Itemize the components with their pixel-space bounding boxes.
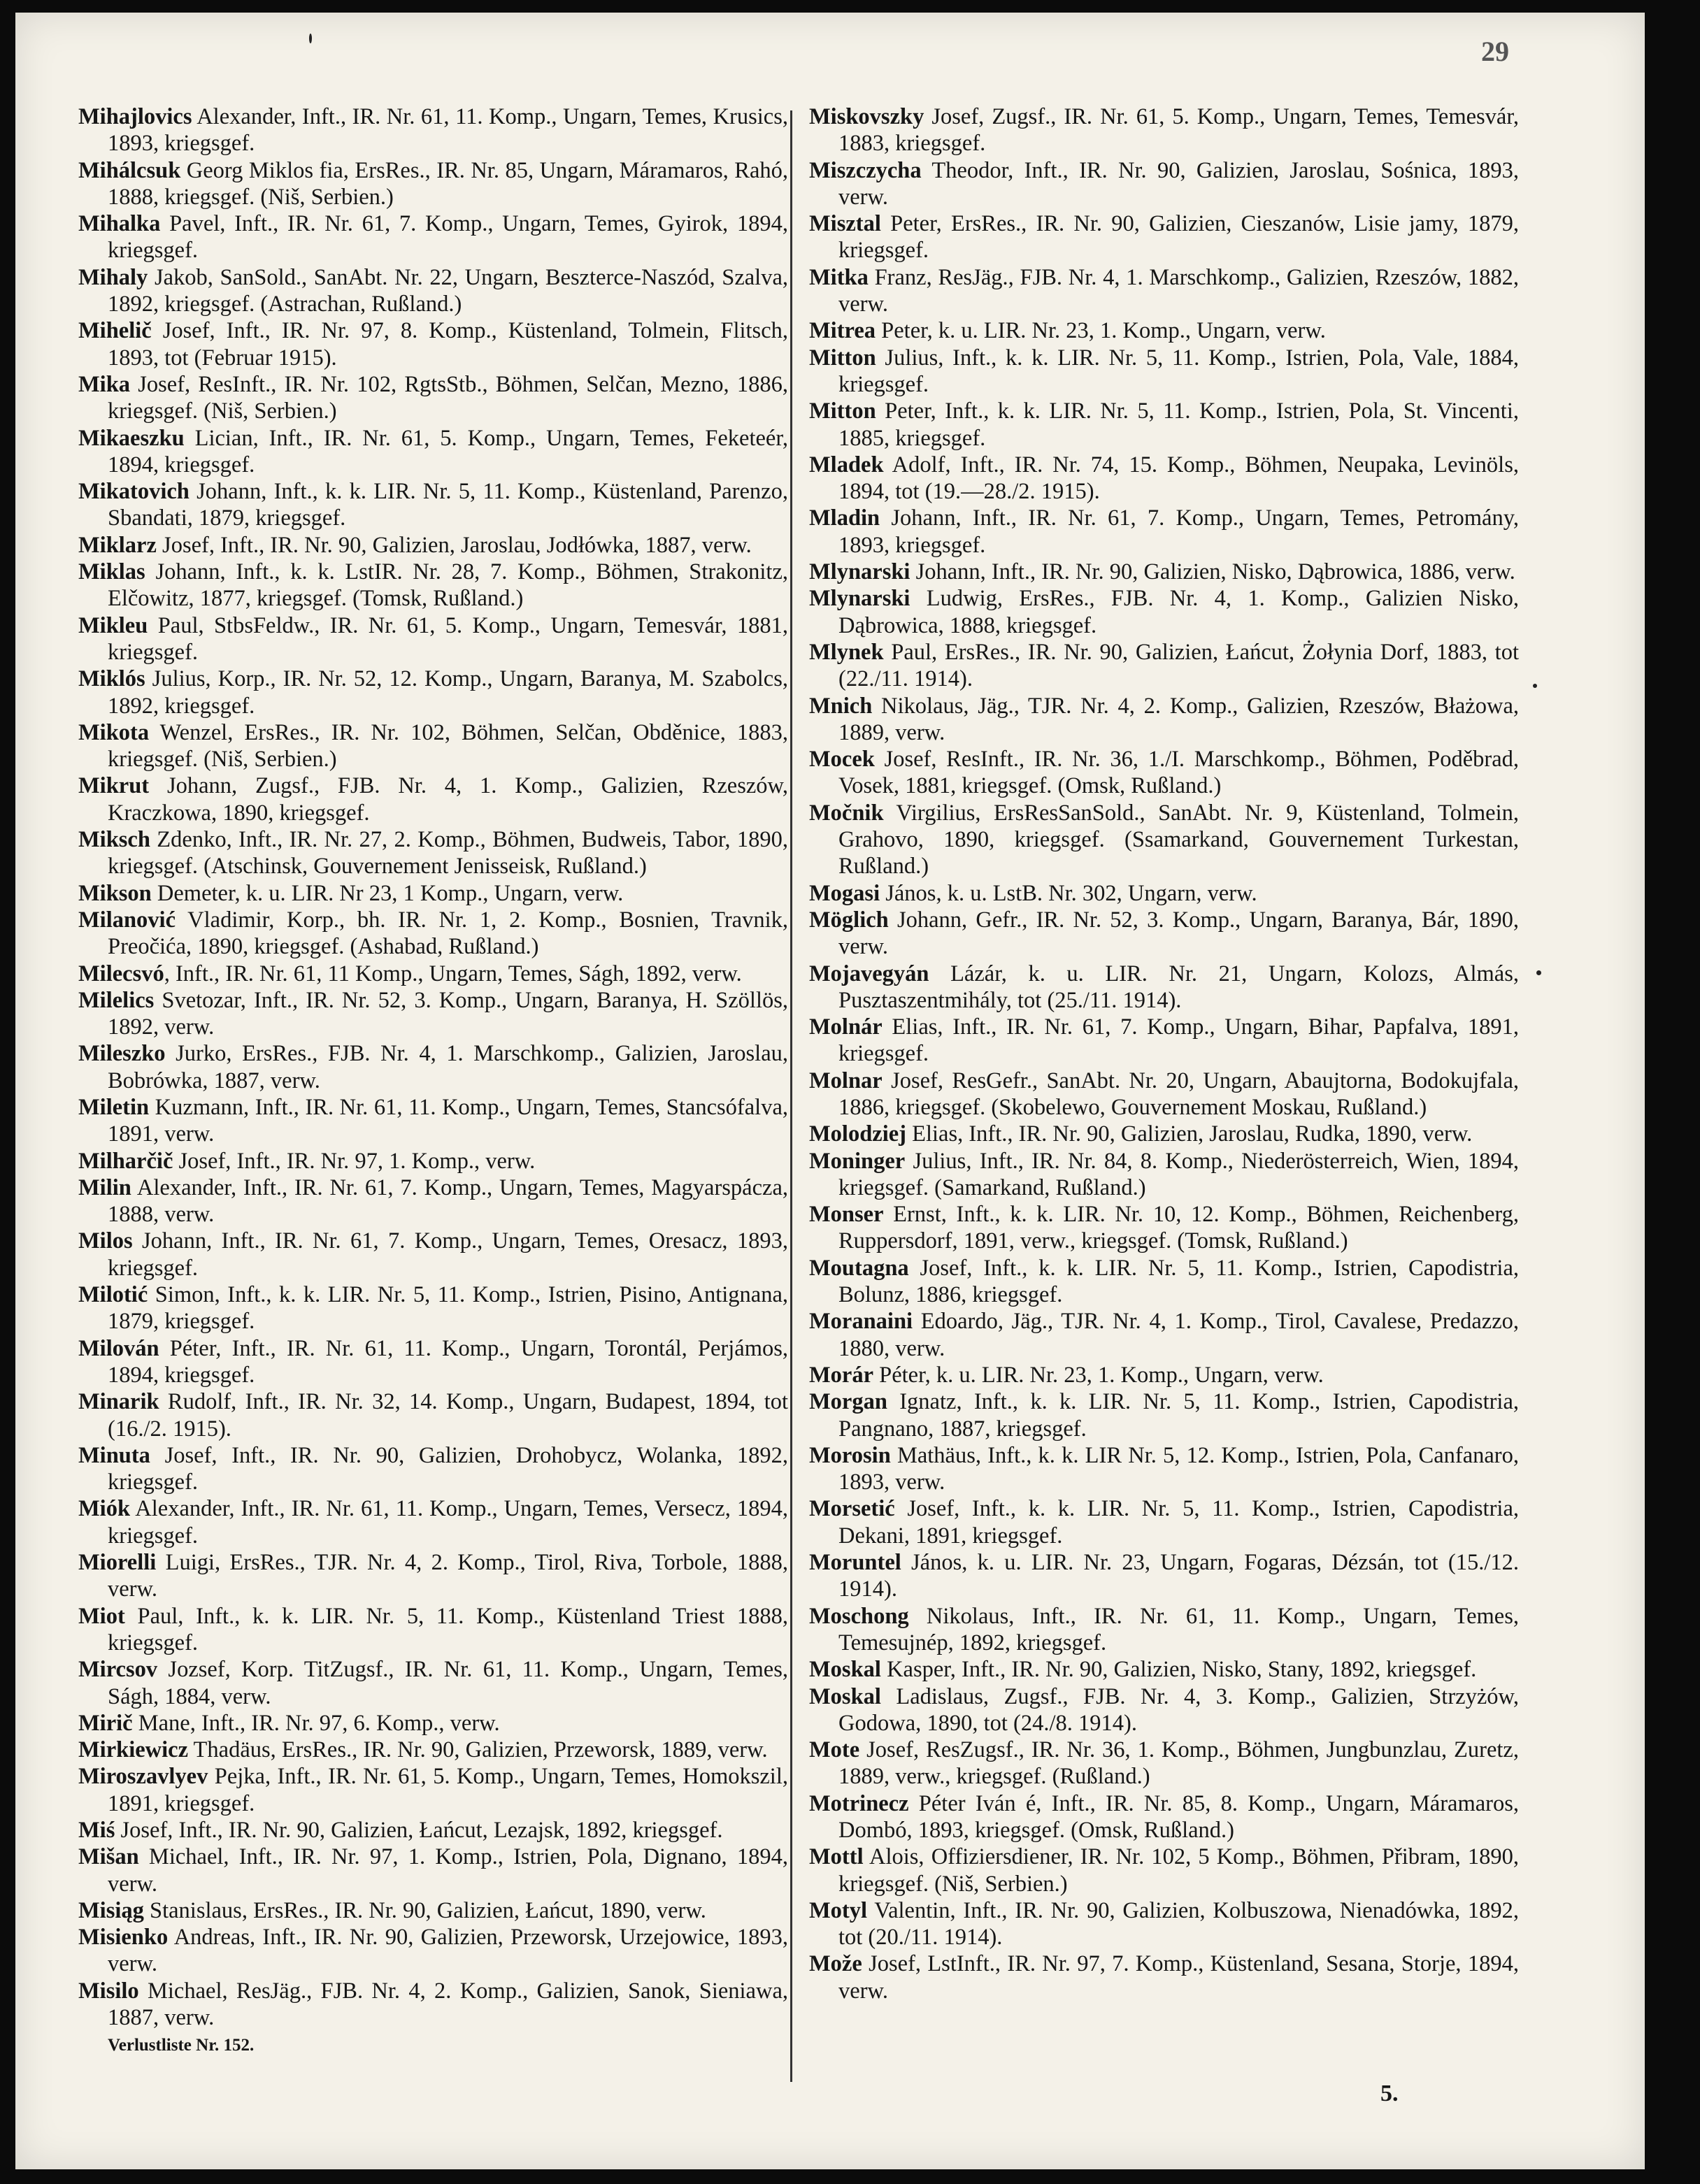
- list-entry: [78, 907, 788, 961]
- list-entry: [809, 1121, 1519, 1147]
- entry-details: Josef, ResGefr., SanAbt. Nr. 20, Ungarn, Abaujtorna, Bodokujfala, 1886, kriegsgef. (Skobelewo, Gouvernement Moskau, Rußland.): [838, 1068, 1519, 1120]
- entry-surname: Mihálcsuk: [78, 157, 181, 183]
- entry-details: Johann, Inft., k. k. LIR. Nr. 5, 11. Komp., Küstenland, Parenzo, Sbandati, 1879, kriegsgef.: [108, 479, 788, 531]
- entry-surname: Mihelič: [78, 318, 152, 344]
- entry-details: Franz, ResJäg., FJB. Nr. 4, 1. Marschkomp., Galizien, Rzeszów, 1882, verw.: [838, 264, 1519, 317]
- entry-details: Stanislaus, ErsRes., IR. Nr. 90, Galizien, Łańcut, 1890, verw.: [143, 1897, 706, 1923]
- entry-details: Lician, Inft., IR. Nr. 61, 5. Komp., Ungarn, Temes, Feketeér, 1894, kriegsgef.: [108, 425, 788, 477]
- entry-details: Kuzmann, Inft., IR. Nr. 61, 11. Komp., Ungarn, Temes, Stancsófalva, 1891, verw.: [108, 1094, 788, 1147]
- entry-surname: Misienko: [78, 1925, 169, 1950]
- list-entry: [809, 693, 1519, 747]
- entry-surname: Moschong: [809, 1603, 909, 1629]
- entry-surname: Milelics: [78, 987, 155, 1013]
- entry-details: Peter, Inft., k. k. LIR. Nr. 5, 11. Komp., Istrien, Pola, St. Vincenti, 1885, kriegsgef.: [838, 398, 1519, 451]
- entry-surname: Miklas: [78, 559, 145, 585]
- entry-surname: Mihajlovics: [78, 104, 192, 129]
- entry-surname: Miklós: [78, 666, 145, 692]
- entry-surname: Mote: [809, 1737, 860, 1763]
- entry-surname: Molodziej: [809, 1121, 906, 1147]
- entry-details: Nikolaus, Jäg., TJR. Nr. 4, 2. Komp., Galizien, Rzeszów, Błażowa, 1889, verw.: [838, 693, 1519, 745]
- list-entry: [78, 478, 788, 532]
- entry-details: Lázár, k. u. LIR. Nr. 21, Ungarn, Kolozs, Almás, Pusztaszentmihály, tot (25./11. 1914).: [838, 961, 1519, 1013]
- list-entry: [78, 1495, 788, 1549]
- entry-details: Péter, k. u. LIR. Nr. 23, 1. Komp., Ungarn, verw.: [873, 1362, 1324, 1388]
- list-entry: [809, 264, 1519, 318]
- list-entry: [78, 1094, 788, 1148]
- list-entry: [78, 210, 788, 264]
- entry-surname: Miksch: [78, 827, 150, 853]
- entry-details: Luigi, ErsRes., TJR. Nr. 4, 2. Komp., Tirol, Riva, Torbole, 1888, verw.: [108, 1550, 788, 1602]
- entry-details: Josef, Inft., IR. Nr. 97, 8. Komp., Küstenland, Tolmein, Flitsch, 1893, tot (Februar 1915).: [108, 318, 788, 371]
- entry-surname: Morár: [809, 1362, 874, 1388]
- list-entry: [809, 800, 1519, 880]
- entry-surname: Miot: [78, 1603, 125, 1629]
- entry-details: Svetozar, Inft., IR. Nr. 52, 3. Komp., Ungarn, Baranya, H. Szöllös, 1892, verw.: [108, 987, 788, 1040]
- entry-surname: Morgan: [809, 1389, 887, 1415]
- list-entry: [809, 1549, 1519, 1603]
- list-entry: [809, 1897, 1519, 1951]
- entry-surname: Morsetić: [809, 1496, 895, 1522]
- entry-details: Paul, StbsFeldw., IR. Nr. 61, 5. Komp., Ungarn, Temesvár, 1881, kriegsgef.: [108, 612, 788, 665]
- entry-details: Jurko, ErsRes., FJB. Nr. 4, 1. Marschkomp., Galizien, Jaroslau, Bobrówka, 1887, verw.: [108, 1041, 788, 1093]
- entry-surname: Miroszavlyev: [78, 1764, 208, 1790]
- entry-surname: Mlynek: [809, 639, 884, 665]
- entry-surname: Mladek: [809, 452, 884, 477]
- list-entry: [809, 559, 1519, 585]
- list-entry: [809, 1656, 1519, 1683]
- entry-surname: Möglich: [809, 907, 889, 933]
- ink-speck: [1536, 970, 1541, 975]
- entry-surname: Mikson: [78, 880, 152, 906]
- entry-details: Jozsef, Korp. TitZugsf., IR. Nr. 61, 11. Komp., Ungarn, Temes, Ságh, 1884, verw.: [108, 1657, 788, 1709]
- entry-surname: Mogasi: [809, 880, 880, 906]
- entry-surname: Močnik: [809, 800, 884, 826]
- entry-surname: Moutagna: [809, 1255, 909, 1281]
- list-entry: [809, 1603, 1519, 1657]
- list-entry: [809, 1950, 1519, 2004]
- list-entry: [78, 1763, 788, 1817]
- entry-details: Michael, Inft., IR. Nr. 97, 1. Komp., Istrien, Pola, Dignano, 1894, verw.: [108, 1844, 788, 1897]
- list-entry: [78, 1924, 788, 1978]
- entry-details: Michael, ResJäg., FJB. Nr. 4, 2. Komp., Galizien, Sanok, Sieniawa, 1887, verw.: [108, 1978, 788, 2031]
- entry-details: Theodor, Inft., IR. Nr. 90, Galizien, Jaroslau, Sośnica, 1893, verw.: [838, 157, 1519, 210]
- list-entry: [809, 157, 1519, 211]
- entry-surname: Mikrut: [78, 773, 150, 799]
- entry-details: Pejka, Inft., IR. Nr. 61, 5. Komp., Ungarn, Temes, Homokszil, 1891, kriegsgef.: [108, 1764, 788, 1816]
- list-entry: [809, 1683, 1519, 1737]
- entry-details: Rudolf, Inft., IR. Nr. 32, 14. Komp., Ungarn, Budapest, 1894, tot (16./2. 1915).: [108, 1389, 788, 1442]
- list-entry: [809, 1201, 1519, 1255]
- list-entry: [809, 1014, 1519, 1068]
- list-entry: [78, 532, 788, 559]
- list-entry: [78, 425, 788, 479]
- entry-details: Johann, Inft., IR. Nr. 61, 7. Komp., Ungarn, Temes, Oresacz, 1893, kriegsgef.: [108, 1228, 788, 1281]
- list-entry: [809, 345, 1519, 398]
- column-divider: [790, 110, 792, 2082]
- entry-details: Adolf, Inft., IR. Nr. 74, 15. Komp., Böhmen, Neupaka, Levinöls, 1894, tot (19.—28./2. 1915).: [838, 452, 1519, 505]
- entry-surname: Miorelli: [78, 1550, 157, 1576]
- list-entry: [78, 157, 788, 211]
- left-column: [78, 103, 788, 2059]
- entry-details: Zdenko, Inft., IR. Nr. 27, 2. Komp., Böhmen, Budweis, Tabor, 1890, kriegsgef. (Atschinsk, Gouvernement Jenisseisk, Rußland.): [108, 827, 788, 879]
- entry-surname: Mladin: [809, 505, 880, 531]
- entry-surname: Milin: [78, 1174, 131, 1200]
- list-entry: [809, 103, 1519, 157]
- entry-details: Johann, Inft., k. k. LstIR. Nr. 28, 7. Komp., Böhmen, Strakonitz, Elčowitz, 1877, kriegsgef. (Tomsk, Rußland.): [108, 559, 788, 612]
- list-entry: [809, 1255, 1519, 1309]
- entry-surname: Milharčič: [78, 1148, 173, 1174]
- entry-details: János, k. u. LIR. Nr. 23, Ungarn, Fogaras, Dézsán, tot (15./12. 1914).: [838, 1550, 1519, 1602]
- list-entry: [809, 1495, 1519, 1549]
- entry-surname: Mikleu: [78, 612, 148, 638]
- entry-surname: Mitton: [809, 345, 876, 371]
- list-entry: [78, 826, 788, 880]
- list-entry: [78, 1442, 788, 1496]
- entry-details: Mane, Inft., IR. Nr. 97, 6. Komp., verw.: [132, 1710, 500, 1736]
- entry-details: Nikolaus, Inft., IR. Nr. 61, 11. Komp., Ungarn, Temes, Temesujnép, 1892, kriegsgef.: [838, 1603, 1519, 1655]
- list-entry: [78, 1335, 788, 1389]
- entry-details: Elias, Inft., IR. Nr. 90, Galizien, Jaroslau, Rudka, 1890, verw.: [906, 1121, 1473, 1147]
- list-entry: [78, 1897, 788, 1924]
- entry-details: Vladimir, Korp., bh. IR. Nr. 1, 2. Komp., Bosnien, Travnik, Preočića, 1890, kriegsgef. (Ashabad, Rußland.): [108, 907, 788, 960]
- entry-details: Julius, Inft., IR. Nr. 84, 8. Komp., Niederösterreich, Wien, 1894, kriegsgef. (Samarkand, Rußland.): [838, 1148, 1519, 1200]
- page-number: 5.: [1380, 2081, 1399, 2106]
- entry-details: Julius, Inft., k. k. LIR. Nr. 5, 11. Komp., Istrien, Pola, Vale, 1884, kriegsgef.: [838, 345, 1519, 397]
- entry-surname: Mitton: [809, 398, 876, 424]
- entry-surname: Motyl: [809, 1897, 868, 1923]
- entry-details: , Inft., IR. Nr. 61, 11 Komp., Ungarn, Temes, Ságh, 1892, verw.: [164, 961, 742, 986]
- entry-surname: Mikota: [78, 719, 150, 745]
- entry-surname: Monser: [809, 1202, 884, 1228]
- entry-details: Josef, Inft., IR. Nr. 90, Galizien, Drohobycz, Wolanka, 1892, kriegsgef.: [108, 1442, 788, 1495]
- entry-details: Josef, Inft., k. k. LIR. Nr. 5, 11. Komp., Istrien, Capodistria, Bolunz, 1886, kriegsgef.: [838, 1255, 1519, 1308]
- list-entry: [809, 907, 1519, 961]
- entry-surname: Mlynarski: [809, 559, 910, 585]
- list-entry: [809, 585, 1519, 639]
- list-entry: [809, 880, 1519, 907]
- list-entry: [78, 1844, 788, 1897]
- entry-details: Paul, ErsRes., IR. Nr. 90, Galizien, Łańcut, Żołynia Dorf, 1883, tot (22./11. 1914).: [838, 639, 1519, 692]
- entry-details: Johann, Inft., IR. Nr. 61, 7. Komp., Ungarn, Temes, Petromány, 1893, kriegsgef.: [838, 505, 1519, 558]
- entry-details: Alexander, Inft., IR. Nr. 61, 7. Komp., Ungarn, Temes, Magyarspácza, 1888, verw.: [108, 1174, 788, 1228]
- entry-surname: Mika: [78, 371, 131, 397]
- entry-details: Péter, Inft., IR. Nr. 61, 11. Komp., Ungarn, Torontál, Perjámos, 1894, kriegsgef.: [108, 1335, 788, 1388]
- list-entry: [78, 1148, 788, 1174]
- entry-surname: Milován: [78, 1335, 159, 1361]
- list-entry: [78, 1737, 788, 1763]
- list-entry: [809, 1844, 1519, 1897]
- entry-surname: Mileszko: [78, 1041, 166, 1067]
- entry-details: Demeter, k. u. LIR. Nr 23, 1 Komp., Ungarn, verw.: [151, 880, 624, 906]
- entry-details: Simon, Inft., k. k. LIR. Nr. 5, 11. Komp., Istrien, Pisino, Antignana, 1879, kriegsgef.: [108, 1282, 788, 1335]
- list-entry: [809, 1362, 1519, 1388]
- list-entry: [78, 1656, 788, 1710]
- entry-details: Josef, Inft., k. k. LIR. Nr. 5, 11. Komp., Istrien, Capodistria, Dekani, 1891, kriegsgef.: [838, 1496, 1519, 1549]
- list-entry: [809, 639, 1519, 693]
- entry-details: Ladislaus, Zugsf., FJB. Nr. 4, 3. Komp., Galizien, Strzyżów, Godowa, 1890, tot (24./8. 1914).: [838, 1683, 1519, 1736]
- entry-details: Josef, ResZugsf., IR. Nr. 36, 1. Komp., Böhmen, Jungbunzlau, Zuretz, 1889, verw., kriegsgef. (Rußland.): [838, 1737, 1519, 1790]
- entry-details: Julius, Korp., IR. Nr. 52, 12. Komp., Ungarn, Baranya, M. Szabolcs, 1892, kriegsgef.: [108, 666, 788, 719]
- entry-details: Josef, ResInft., IR. Nr. 102, RgtsStb., Böhmen, Selčan, Mezno, 1886, kriegsgef. (Niš, Serbien.): [108, 371, 788, 424]
- entry-surname: Moskal: [809, 1683, 881, 1709]
- entry-surname: Misiąg: [78, 1897, 144, 1923]
- document-page: [15, 13, 1645, 2169]
- entry-details: Josef, Inft., IR. Nr. 97, 1. Komp., verw.: [173, 1148, 536, 1174]
- entry-details: Johann, Inft., IR. Nr. 90, Galizien, Nisko, Dąbrowica, 1886, verw.: [910, 559, 1515, 585]
- entry-surname: Miók: [78, 1496, 131, 1522]
- entry-surname: Može: [809, 1951, 862, 1977]
- entry-surname: Miś: [78, 1818, 115, 1843]
- page-folio: 29: [1481, 36, 1509, 67]
- entry-surname: Mitka: [809, 264, 869, 290]
- entry-surname: Miskovszky: [809, 104, 924, 129]
- entry-surname: Mocek: [809, 747, 875, 773]
- entry-surname: Milos: [78, 1228, 133, 1254]
- entry-details: Alois, Offiziersdiener, IR. Nr. 102, 5 Komp., Böhmen, Přibram, 1890, kriegsgef. (Niš, Serbien.): [838, 1844, 1519, 1897]
- list-entry: [78, 1040, 788, 1094]
- list-entry: [809, 398, 1519, 452]
- entry-details: Peter, k. u. LIR. Nr. 23, 1. Komp., Ungarn, verw.: [876, 318, 1326, 344]
- entry-surname: Mikatovich: [78, 479, 190, 505]
- list-entry: [78, 961, 788, 987]
- entry-details: Péter Iván é, Inft., IR. Nr. 85, 8. Komp., Ungarn, Máramaros, Dombó, 1893, kriegsgef. (Omsk, Rußland.): [838, 1790, 1519, 1843]
- entry-details: János, k. u. LstB. Nr. 302, Ungarn, verw.: [880, 880, 1257, 906]
- list-entry: [809, 1068, 1519, 1121]
- list-entry: [78, 264, 788, 318]
- entry-details: Ernst, Inft., k. k. LIR. Nr. 10, 12. Komp., Böhmen, Reichenberg, Ruppersdorf, 1891, verw., kriegsgef. (Tomsk, Rußland.): [838, 1202, 1519, 1254]
- list-entry: [809, 1737, 1519, 1790]
- entry-details: Johann, Gefr., IR. Nr. 52, 3. Komp., Ungarn, Baranya, Bár, 1890, verw.: [838, 907, 1519, 960]
- entry-details: Josef, LstInft., IR. Nr. 97, 7. Komp., Küstenland, Sesana, Storje, 1894, verw.: [838, 1951, 1519, 2004]
- list-entry: [809, 210, 1519, 264]
- entry-details: Peter, ErsRes., IR. Nr. 90, Galizien, Cieszanów, Lisie jamy, 1879, kriegsgef.: [838, 211, 1519, 264]
- entry-details: Virgilius, ErsResSanSold., SanAbt. Nr. 9, Küstenland, Tolmein, Grahovo, 1890, kriegsgef. (Ssamarkand, Gouvernement Turkestan, Rußland.): [838, 800, 1519, 879]
- entry-surname: Mirkiewicz: [78, 1737, 189, 1763]
- entry-surname: Milecsvó: [78, 961, 164, 986]
- list-entry: [809, 1442, 1519, 1496]
- list-entry: [78, 719, 788, 773]
- list-entry: [78, 666, 788, 719]
- entry-details: Johann, Zugsf., FJB. Nr. 4, 1. Komp., Galizien, Rzeszów, Kraczkowa, 1890, kriegsgef.: [108, 773, 788, 826]
- list-entry: [78, 371, 788, 425]
- entry-surname: Mnich: [809, 693, 873, 719]
- entry-surname: Mirič: [78, 1710, 133, 1736]
- entry-surname: Mottl: [809, 1844, 864, 1870]
- entry-surname: Misztal: [809, 211, 881, 237]
- entry-details: Mathäus, Inft., k. k. LIR Nr. 5, 12. Komp., Istrien, Pola, Canfanaro, 1893, verw.: [838, 1442, 1519, 1495]
- list-entry: [78, 559, 788, 612]
- entry-surname: Motrinecz: [809, 1790, 909, 1816]
- list-entry: [809, 1790, 1519, 1844]
- list-entry: [809, 1388, 1519, 1442]
- entry-surname: Miklarz: [78, 532, 157, 558]
- entry-details: Pavel, Inft., IR. Nr. 61, 7. Komp., Ungarn, Temes, Gyirok, 1894, kriegsgef.: [108, 211, 788, 264]
- entry-surname: Mihaly: [78, 264, 148, 290]
- entry-surname: Molnár: [809, 1014, 883, 1040]
- entry-details: Josef, Inft., IR. Nr. 90, Galizien, Łańcut, Lezajsk, 1892, kriegsgef.: [115, 1818, 723, 1843]
- ink-speck: [309, 34, 312, 43]
- list-entry: [78, 317, 788, 371]
- list-entry: [78, 1281, 788, 1335]
- entry-details: Valentin, Inft., IR. Nr. 90, Galizien, Kolbuszowa, Nienadówka, 1892, tot (20./11. 1914).: [838, 1897, 1519, 1950]
- entry-details: Jakob, SanSold., SanAbt. Nr. 22, Ungarn, Beszterce-Naszód, Szalva, 1892, kriegsgef. (Astrachan, Rußland.): [108, 264, 788, 317]
- entry-surname: Mircsov: [78, 1657, 158, 1683]
- entry-surname: Mlynarski: [809, 586, 910, 612]
- entry-surname: Mikaeszku: [78, 425, 185, 451]
- entry-details: Alexander, Inft., IR. Nr. 61, 11. Komp., Ungarn, Temes, Krusics, 1893, kriegsgef.: [108, 104, 788, 157]
- entry-details: Ludwig, ErsRes., FJB. Nr. 4, 1. Komp., Galizien Nisko, Dąbrowica, 1888, kriegsgef.: [838, 586, 1519, 638]
- entry-details: Kasper, Inft., IR. Nr. 90, Galizien, Nisko, Stany, 1892, kriegsgef.: [880, 1657, 1477, 1683]
- list-entry: [78, 880, 788, 907]
- list-entry: [809, 746, 1519, 800]
- entry-surname: Milotić: [78, 1282, 148, 1308]
- list-label: Verlustliste Nr. 152.: [108, 2036, 255, 2055]
- entry-details: Georg Miklos fia, ErsRes., IR. Nr. 85, Ungarn, Máramaros, Rahó, 1888, kriegsgef. (Niš, Serbien.): [108, 157, 788, 210]
- entry-surname: Molnar: [809, 1068, 883, 1093]
- entry-surname: Moranaini: [809, 1309, 913, 1335]
- entry-details: Alexander, Inft., IR. Nr. 61, 11. Komp., Ungarn, Temes, Versecz, 1894, kriegsgef.: [108, 1496, 788, 1549]
- entry-details: Elias, Inft., IR. Nr. 61, 7. Komp., Ungarn, Bihar, Papfalva, 1891, kriegsgef.: [838, 1014, 1519, 1067]
- list-entry: [809, 961, 1519, 1014]
- left-column-footer: [78, 2032, 788, 2059]
- entry-surname: Miletin: [78, 1094, 150, 1120]
- entry-details: Thadäus, ErsRes., IR. Nr. 90, Galizien, Przeworsk, 1889, verw.: [188, 1737, 768, 1763]
- list-entry: [78, 1978, 788, 2032]
- entry-surname: Minuta: [78, 1442, 150, 1468]
- list-entry: [78, 773, 788, 826]
- entry-surname: Moskal: [809, 1657, 881, 1683]
- entry-surname: Morosin: [809, 1442, 891, 1468]
- list-entry: [809, 452, 1519, 505]
- list-entry: [78, 1388, 788, 1442]
- entry-surname: Moruntel: [809, 1550, 901, 1576]
- list-entry: [78, 1174, 788, 1228]
- entry-details: Andreas, Inft., IR. Nr. 90, Galizien, Przeworsk, Urzejowice, 1893, verw.: [108, 1925, 788, 1977]
- entry-details: Ignatz, Inft., k. k. LIR. Nr. 5, 11. Komp., Istrien, Capodistria, Pangnano, 1887, kriegsgef.: [838, 1389, 1519, 1442]
- list-entry: [809, 1148, 1519, 1202]
- entry-surname: Mišan: [78, 1844, 139, 1870]
- list-entry: [78, 1710, 788, 1737]
- entry-details: Josef, ResInft., IR. Nr. 36, 1./I. Marschkomp., Böhmen, Poděbrad, Vosek, 1881, kriegsgef. (Omsk, Rußland.): [838, 747, 1519, 799]
- entry-surname: Milanović: [78, 907, 176, 933]
- entry-surname: Miszczycha: [809, 157, 922, 183]
- entry-surname: Moninger: [809, 1148, 906, 1174]
- list-entry: [78, 987, 788, 1041]
- list-entry: [78, 612, 788, 666]
- entry-surname: Misilo: [78, 1978, 139, 2004]
- entry-details: Edoardo, Jäg., TJR. Nr. 4, 1. Komp., Tirol, Cavalese, Predazzo, 1880, verw.: [838, 1309, 1519, 1361]
- entry-surname: Mitrea: [809, 318, 876, 344]
- list-entry: [809, 317, 1519, 344]
- list-entry: [78, 1603, 788, 1657]
- list-entry: [78, 103, 788, 157]
- entry-surname: Mojavegyán: [809, 961, 929, 986]
- list-entry: [78, 1817, 788, 1844]
- list-entry: [809, 1308, 1519, 1362]
- right-column: [809, 103, 1519, 2004]
- entry-details: Paul, Inft., k. k. LIR. Nr. 5, 11. Komp., Küstenland Triest 1888, kriegsgef.: [108, 1603, 788, 1655]
- entry-details: Josef, Inft., IR. Nr. 90, Galizien, Jaroslau, Jodłówka, 1887, verw.: [156, 532, 752, 558]
- entry-surname: Mihalka: [78, 211, 161, 237]
- ink-speck: [1533, 684, 1537, 688]
- list-entry: [78, 1549, 788, 1603]
- list-entry: [809, 505, 1519, 559]
- entry-details: Josef, Zugsf., IR. Nr. 61, 5. Komp., Ungarn, Temes, Temesvár, 1883, kriegsgef.: [838, 104, 1519, 157]
- entry-details: Wenzel, ErsRes., IR. Nr. 102, Böhmen, Selčan, Obděnice, 1883, kriegsgef. (Niš, Serbien.): [108, 719, 788, 773]
- entry-surname: Minarik: [78, 1389, 159, 1415]
- list-entry: [78, 1228, 788, 1281]
